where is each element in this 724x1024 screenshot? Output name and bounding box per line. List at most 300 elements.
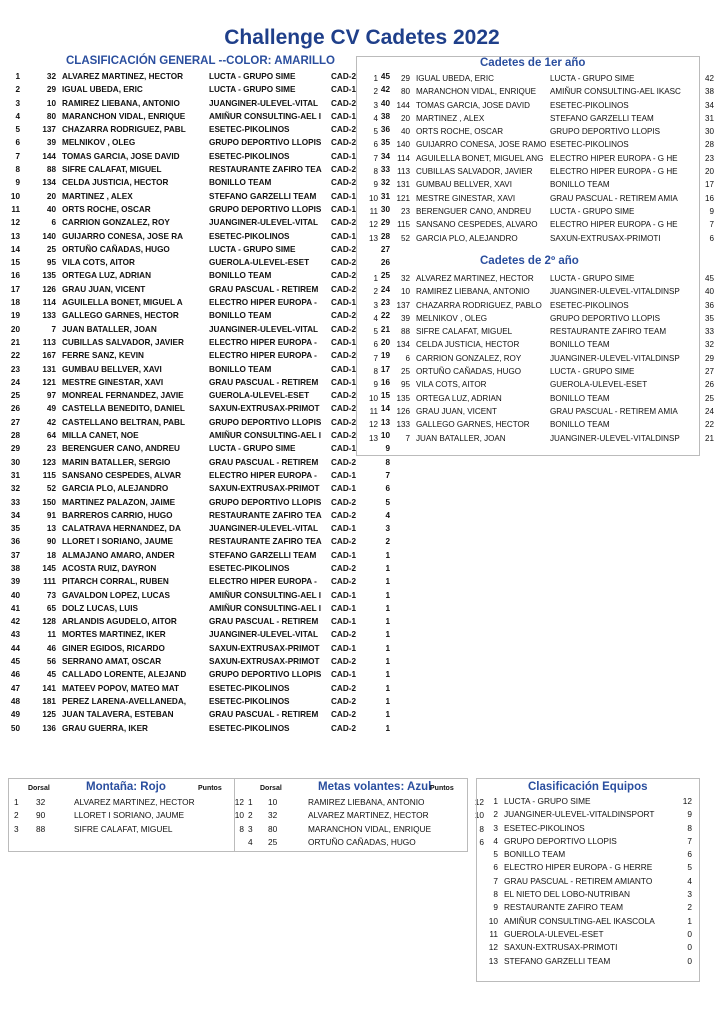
second-year-cell: 134 xyxy=(396,340,410,350)
sprints-cell: RAMIREZ LIEBANA, ANTONIO xyxy=(308,797,425,807)
teams-cell: ELECTRO HIPER EUROPA - G HERRE xyxy=(504,862,653,873)
general-classification-cell: 95 xyxy=(46,258,56,268)
general-classification-cell: AMIÑUR CONSULTING-AEL I xyxy=(209,111,322,121)
first-year-cell: ESETEC-PIKOLINOS xyxy=(550,100,629,110)
general-classification-cell: 11 xyxy=(11,204,20,214)
mountain-cell: 8 xyxy=(239,823,244,834)
general-classification-cell: CAD-1 xyxy=(331,204,357,214)
teams-cell: AMIÑUR CONSULTING-AEL IKASCOLA xyxy=(504,915,655,926)
second-year-cell: ESETEC-PIKOLINOS xyxy=(550,300,629,310)
general-classification-row xyxy=(6,682,390,695)
general-classification-cell: 1 xyxy=(385,670,390,680)
general-classification-row xyxy=(6,136,390,149)
teams-cell: 9 xyxy=(687,809,692,820)
general-classification-cell: GUEROLA-ULEVEL-ESET xyxy=(209,258,310,268)
general-classification-cell: 29 xyxy=(46,85,56,95)
general-classification-cell: ESETEC-PIKOLINOS xyxy=(209,151,290,161)
general-classification-cell: 46 xyxy=(46,643,56,653)
general-classification-cell: SAXUN-EXTRUSAX-PRIMOT xyxy=(209,484,320,494)
general-classification-cell: 2 xyxy=(15,85,20,95)
general-classification-cell: 46 xyxy=(10,670,20,680)
general-classification-cell: CAD-2 xyxy=(331,244,357,254)
general-classification-cell: LLORET I SORIANO, JAUME xyxy=(62,537,173,547)
teams-cell: 5 xyxy=(687,862,692,873)
general-classification-cell: 44 xyxy=(10,643,20,653)
general-classification-row xyxy=(6,323,390,336)
teams-cell: 12 xyxy=(488,942,498,953)
first-year-cell: AGUILELLA BONET, MIGUEL ANG xyxy=(416,153,544,163)
second-year-cell: 33 xyxy=(704,327,714,337)
general-classification-row xyxy=(6,589,390,602)
general-classification-row xyxy=(6,469,390,482)
general-classification-cell: 65 xyxy=(46,603,56,613)
first-year-cell: 121 xyxy=(396,193,410,203)
teams-cell: 12 xyxy=(682,796,692,806)
general-classification-cell: ARLANDIS AGUDELO, AITOR xyxy=(62,617,177,627)
general-classification-cell: CASTELLANO BELTRAN, PABL xyxy=(62,417,185,427)
teams-cell: 11 xyxy=(489,928,498,939)
page-title: Challenge CV Cadetes 2022 xyxy=(224,26,500,49)
first-year-cell: LUCTA - GRUPO SIME xyxy=(550,206,635,216)
general-classification-cell: CAD-2 xyxy=(331,683,357,693)
general-classification-cell: 80 xyxy=(46,111,56,121)
second-year-cell: 29 xyxy=(704,353,714,363)
first-year-cell: SAXUN-EXTRUSAX-PRIMOTI xyxy=(550,233,661,243)
second-year-cell: 6 xyxy=(373,340,378,350)
general-classification-row xyxy=(6,216,390,229)
second-year-cell: 35 xyxy=(704,313,714,323)
first-year-cell: 115 xyxy=(397,220,410,230)
general-classification-row xyxy=(6,668,390,681)
general-classification-cell: 40 xyxy=(380,98,390,108)
mountain-cell: ALVAREZ MARTINEZ, HECTOR xyxy=(74,797,195,807)
general-classification-cell: CAD-2 xyxy=(331,657,357,667)
first-year-cell: BONILLO TEAM xyxy=(550,180,610,190)
mountain-table xyxy=(12,796,244,836)
teams-cell: 5 xyxy=(493,849,498,860)
general-classification-cell: 30 xyxy=(10,457,20,467)
general-classification-cell: 26 xyxy=(10,404,20,414)
general-classification-cell: 1 xyxy=(385,630,390,640)
mountain-row xyxy=(12,823,244,836)
general-classification-cell: JUANGINER-ULEVEL-VITAL xyxy=(209,218,319,228)
mountain-row xyxy=(12,796,244,809)
general-classification-cell: CHAZARRA RODRIGUEZ, PABL xyxy=(62,125,186,135)
general-classification-cell: 123 xyxy=(42,457,56,467)
sprints-cell: 2 xyxy=(248,810,253,821)
general-classification-cell: 39 xyxy=(10,577,20,587)
general-classification-cell: 1 xyxy=(385,603,390,613)
general-classification-cell: CAD-2 xyxy=(331,577,357,587)
general-classification-cell: 137 xyxy=(42,125,56,135)
teams-cell: 1 xyxy=(687,915,692,926)
general-classification-cell: 2 xyxy=(385,537,390,547)
general-classification-cell: 1 xyxy=(385,617,390,627)
first-year-cell: ELECTRO HIPER EUROPA - G HE xyxy=(550,220,678,230)
general-classification-cell: 8 xyxy=(385,457,390,467)
general-classification-cell: 33 xyxy=(380,165,390,175)
general-classification-row xyxy=(6,176,390,189)
general-classification-cell: ESETEC-PIKOLINOS xyxy=(209,683,290,693)
first-year-row xyxy=(360,232,714,245)
general-classification-cell: BONILLO TEAM xyxy=(209,364,272,374)
general-classification-cell: 140 xyxy=(42,231,56,241)
teams-row xyxy=(480,941,692,954)
mountain-cell: LLORET I SORIANO, JAUME xyxy=(74,810,185,821)
general-classification-row xyxy=(6,83,390,96)
first-year-cell: 9 xyxy=(709,206,714,216)
general-classification-cell: 145 xyxy=(42,563,56,573)
general-classification-cell: CAD-1 xyxy=(331,231,357,241)
general-classification-cell: 4 xyxy=(385,510,390,520)
general-classification-cell: AMIÑUR CONSULTING-AEL I xyxy=(209,603,322,613)
first-year-cell: MESTRE GINESTAR, XAVI xyxy=(416,193,516,203)
second-year-cell: JUAN BATALLER, JOAN xyxy=(416,433,506,443)
first-year-cell: 11 xyxy=(369,206,378,216)
general-classification-row xyxy=(6,203,390,216)
general-classification-cell: 15 xyxy=(380,391,390,401)
general-classification-cell: 150 xyxy=(42,497,56,507)
second-year-row xyxy=(360,338,714,351)
general-classification-cell: 49 xyxy=(46,404,56,414)
general-classification-row xyxy=(6,163,390,176)
general-classification-cell: 25 xyxy=(380,271,390,281)
general-classification-cell: 1 xyxy=(15,72,20,81)
second-year-cell: 40 xyxy=(704,287,714,297)
general-classification-cell: 36 xyxy=(380,125,390,135)
general-classification-cell: GRAU PASCUAL - RETIREM xyxy=(209,377,319,387)
second-year-cell: CELDA JUSTICIA, HECTOR xyxy=(416,340,520,350)
second-year-cell: 13 xyxy=(368,433,378,443)
second-year-cell: 135 xyxy=(396,393,410,403)
general-classification-cell: STEFANO GARZELLI TEAM xyxy=(209,550,317,560)
general-classification-cell: CAD-1 xyxy=(331,377,357,387)
general-classification-cell: 29 xyxy=(10,444,20,454)
second-year-cell: 3 xyxy=(373,300,378,310)
second-year-cell: ORTUÑO CAÑADAS, HUGO xyxy=(416,367,522,377)
general-classification-cell: 7 xyxy=(385,470,390,480)
first-year-cell: MARTINEZ , ALEX xyxy=(416,113,485,123)
general-classification-cell: CALATRAVA HERNANDEZ, DA xyxy=(62,524,181,534)
mountain-title: Montaña: Rojo xyxy=(86,781,166,793)
general-classification-cell: PITARCH CORRAL, RUBEN xyxy=(62,577,169,587)
teams-row xyxy=(480,808,692,821)
first-year-cell: 31 xyxy=(704,113,714,123)
general-classification-cell: JUAN BATALLER, JOAN xyxy=(62,324,157,334)
general-classification-cell: ELECTRO HIPER EUROPA - xyxy=(209,298,317,308)
first-year-row xyxy=(360,112,714,125)
general-classification-cell: 42 xyxy=(46,417,56,427)
first-year-cell: CUBILLAS SALVADOR, JAVIER xyxy=(416,167,533,177)
first-year-cell: 23 xyxy=(400,206,410,216)
general-classification-cell: SANSANO CESPEDES, ALVAR xyxy=(62,470,182,480)
general-classification-cell: CAD-2 xyxy=(331,284,357,294)
general-classification-cell: SAXUN-EXTRUSAX-PRIMOT xyxy=(209,657,320,667)
second-year-cell: 24 xyxy=(704,406,714,416)
second-year-row xyxy=(360,285,714,298)
general-classification-cell: 6 xyxy=(51,218,56,228)
general-classification-row xyxy=(6,628,390,641)
general-classification-row xyxy=(6,389,390,402)
general-classification-cell: CAD-2 xyxy=(331,98,357,108)
mountain-cell: 10 xyxy=(234,810,244,821)
general-classification-cell: 128 xyxy=(42,617,56,627)
general-classification-cell: 1 xyxy=(385,696,390,706)
general-classification-cell: CAD-1 xyxy=(331,643,357,653)
second-year-cell: GALLEGO GARNES, HECTOR xyxy=(416,420,530,430)
sprints-dorsal-header: Dorsal xyxy=(260,785,282,792)
general-classification-cell: 36 xyxy=(10,537,20,547)
general-classification-cell: 42 xyxy=(380,85,390,95)
general-classification-cell: 24 xyxy=(10,377,20,387)
first-year-row xyxy=(360,138,714,151)
first-year-cell: 8 xyxy=(373,167,378,177)
general-classification-row xyxy=(6,535,390,548)
teams-cell: 9 xyxy=(493,902,498,913)
second-year-row xyxy=(360,378,714,391)
general-classification-row xyxy=(6,482,390,495)
mountain-cell: 12 xyxy=(234,797,244,807)
general-classification-cell: CAD-1 xyxy=(331,337,357,347)
first-year-cell: ELECTRO HIPER EUROPA - G HE xyxy=(550,167,678,177)
general-classification-cell: 6 xyxy=(15,138,20,148)
general-classification-cell: CAD-1 xyxy=(331,364,357,374)
second-year-cell: 25 xyxy=(400,367,410,377)
general-classification-table xyxy=(6,70,390,735)
mountain-cell: 2 xyxy=(14,810,19,821)
general-classification-cell: ELECTRO HIPER EUROPA - xyxy=(209,577,317,587)
general-classification-cell: 19 xyxy=(380,351,390,361)
teams-cell: GUEROLA-ULEVEL-ESET xyxy=(504,928,604,939)
general-classification-cell: CAD-1 xyxy=(331,550,357,560)
general-classification-cell: 27 xyxy=(10,417,20,427)
first-year-table xyxy=(360,72,714,245)
second-year-cell: JUANGINER-ULEVEL-VITALDINSP xyxy=(550,433,680,443)
general-classification-cell: 30 xyxy=(380,204,390,214)
general-classification-row xyxy=(6,642,390,655)
general-classification-cell: CAD-2 xyxy=(331,391,357,401)
general-classification-row xyxy=(6,562,390,575)
general-classification-cell: 45 xyxy=(10,657,20,667)
first-year-cell: 1 xyxy=(373,74,378,83)
teams-cell: GRUPO DEPORTIVO LLOPIS xyxy=(504,835,617,846)
general-classification-cell: 115 xyxy=(42,470,56,480)
general-classification-cell: GRUPO DEPORTIVO LLOPIS xyxy=(209,204,322,214)
first-year-row xyxy=(360,205,714,218)
general-classification-cell: CAD-1 xyxy=(331,590,357,600)
general-classification-cell: MESTRE GINESTAR, XAVI xyxy=(62,377,164,387)
general-classification-cell: LUCTA - GRUPO SIME xyxy=(209,244,296,254)
first-year-cell: 131 xyxy=(396,180,410,190)
teams-cell: SAXUN-EXTRUSAX-PRIMOTI xyxy=(504,942,618,953)
general-classification-cell: 17 xyxy=(380,364,390,374)
first-year-row xyxy=(360,165,714,178)
general-classification-cell: ORTS ROCHE, OSCAR xyxy=(62,204,151,214)
general-classification-cell: GAVALDON LOPEZ, LUCAS xyxy=(62,590,170,600)
second-year-cell: ORTEGA LUZ, ADRIAN xyxy=(416,393,502,403)
second-year-cell: LUCTA - GRUPO SIME xyxy=(550,367,635,377)
first-year-cell: GRUPO DEPORTIVO LLOPIS xyxy=(550,127,661,137)
sprints-cell: 10 xyxy=(474,810,484,821)
general-classification-cell: CAD-1 xyxy=(331,111,357,121)
general-classification-cell: IGUAL UBEDA, ERIC xyxy=(62,85,143,95)
teams-row xyxy=(480,795,692,808)
general-classification-cell: 16 xyxy=(380,377,390,387)
general-classification-cell: GRAU PASCUAL - RETIREM xyxy=(209,710,319,720)
general-classification-cell: 38 xyxy=(380,111,390,121)
second-year-cell: 32 xyxy=(400,274,410,283)
general-classification-cell: 97 xyxy=(46,391,56,401)
general-classification-cell: ESETEC-PIKOLINOS xyxy=(209,125,290,135)
general-classification-cell: 134 xyxy=(42,178,56,188)
general-classification-cell: 45 xyxy=(46,670,56,680)
sprints-points-header: Puntos xyxy=(430,785,454,792)
general-classification-cell: JUANGINER-ULEVEL-VITAL xyxy=(209,324,319,334)
second-year-cell: GRAU JUAN, VICENT xyxy=(416,406,497,416)
general-classification-cell: CELDA JUSTICIA, HECTOR xyxy=(62,178,169,188)
general-classification-cell: CAD-2 xyxy=(331,218,357,228)
sprints-row xyxy=(246,809,484,822)
general-classification-row xyxy=(6,549,390,562)
general-classification-cell: 40 xyxy=(10,590,20,600)
general-classification-cell: 7 xyxy=(15,151,20,161)
second-year-row xyxy=(360,365,714,378)
first-year-cell: 29 xyxy=(400,74,410,83)
general-classification-cell: CAD-2 xyxy=(331,271,357,281)
general-classification-cell: 25 xyxy=(46,244,56,254)
teams-cell: 2 xyxy=(493,809,498,820)
general-classification-cell: 135 xyxy=(42,271,56,281)
teams-cell: 3 xyxy=(493,822,498,833)
general-classification-cell: BONILLO TEAM xyxy=(209,271,272,281)
general-classification-row xyxy=(6,230,390,243)
general-classification-cell: 31 xyxy=(10,470,20,480)
teams-cell: 8 xyxy=(493,889,498,900)
second-year-cell: 1 xyxy=(373,274,378,283)
general-classification-cell: 26 xyxy=(380,258,390,268)
general-classification-cell: 131 xyxy=(42,364,56,374)
mountain-cell: 88 xyxy=(36,823,46,834)
general-classification-cell: ESETEC-PIKOLINOS xyxy=(209,696,290,706)
second-year-cell: RESTAURANTE ZAFIRO TEAM xyxy=(550,327,667,337)
teams-cell: 0 xyxy=(687,942,692,953)
general-classification-cell: 14 xyxy=(380,404,390,414)
second-year-table xyxy=(360,272,714,445)
general-classification-cell: 1 xyxy=(385,657,390,667)
first-year-cell: 12 xyxy=(368,220,378,230)
second-year-cell: 95 xyxy=(400,380,410,390)
general-classification-cell: CAD-2 xyxy=(331,510,357,520)
second-year-cell: JUANGINER-ULEVEL-VITALDINSP xyxy=(550,287,680,297)
first-year-cell: 28 xyxy=(704,140,714,150)
teams-row xyxy=(480,822,692,835)
general-classification-cell: 32 xyxy=(380,178,390,188)
general-classification-cell: MILLA CANET, NOE xyxy=(62,431,139,441)
general-classification-row xyxy=(6,615,390,628)
first-year-row xyxy=(360,178,714,191)
general-classification-cell: 28 xyxy=(380,231,390,241)
general-classification-cell: AMIÑUR CONSULTING-AEL I xyxy=(209,590,322,600)
general-classification-cell: CAD-1 xyxy=(331,470,357,480)
general-classification-cell: GUIJARRO CONESA, JOSE RA xyxy=(62,231,184,241)
general-classification-cell: BARREROS CARRIO, HUGO xyxy=(62,510,173,520)
general-classification-cell: 23 xyxy=(46,444,56,454)
general-classification-cell: 43 xyxy=(10,630,20,640)
teams-row xyxy=(480,901,692,914)
general-classification-cell: LUCTA - GRUPO SIME xyxy=(209,85,296,95)
general-classification-cell: 125 xyxy=(42,710,56,720)
second-year-cell: 8 xyxy=(373,367,378,377)
first-year-cell: 4 xyxy=(373,113,378,123)
general-classification-cell: CAD-2 xyxy=(331,178,357,188)
first-year-cell: 20 xyxy=(704,167,714,177)
first-year-cell: 23 xyxy=(704,153,714,163)
sprints-cell: 3 xyxy=(248,823,253,834)
general-classification-cell: GRUPO DEPORTIVO LLOPIS xyxy=(209,417,322,427)
general-classification-cell: MELNIKOV , OLEG xyxy=(62,138,136,148)
general-classification-cell: 32 xyxy=(10,484,20,494)
general-classification-cell: 28 xyxy=(10,431,20,441)
teams-cell: ESETEC-PIKOLINOS xyxy=(504,822,585,833)
first-year-cell: 13 xyxy=(368,233,378,243)
teams-row xyxy=(480,861,692,874)
teams-row xyxy=(480,955,692,968)
first-year-row xyxy=(360,125,714,138)
general-classification-cell: GARCIA PLO, ALEJANDRO xyxy=(62,484,169,494)
general-classification-cell: CAD-2 xyxy=(331,563,357,573)
general-classification-cell: 25 xyxy=(10,391,20,401)
general-classification-cell: ORTUÑO CAÑADAS, HUGO xyxy=(62,244,170,254)
general-classification-cell: ESETEC-PIKOLINOS xyxy=(209,723,290,733)
first-year-cell: 5 xyxy=(373,127,378,137)
second-year-cell: 27 xyxy=(704,367,714,377)
second-year-cell: 12 xyxy=(368,420,378,430)
general-classification-cell: CAD-2 xyxy=(331,417,357,427)
second-year-cell: 7 xyxy=(405,433,410,443)
second-year-cell: CARRION GONZALEZ, ROY xyxy=(416,353,522,363)
general-classification-cell: 3 xyxy=(15,98,20,108)
first-year-row xyxy=(360,72,714,85)
first-year-row xyxy=(360,192,714,205)
general-classification-row xyxy=(6,496,390,509)
sprints-cell: 6 xyxy=(479,836,484,847)
general-classification-cell: CARRION GONZALEZ, ROY xyxy=(62,218,170,228)
general-classification-cell: RESTAURANTE ZAFIRO TEA xyxy=(209,165,322,175)
general-classification-cell: 33 xyxy=(10,497,20,507)
second-year-cell: 36 xyxy=(704,300,714,310)
sprints-cell: 10 xyxy=(268,797,278,807)
second-year-cell: 6 xyxy=(405,353,410,363)
general-classification-cell: GRAU JUAN, VICENT xyxy=(62,284,146,294)
general-classification-cell: STEFANO GARZELLI TEAM xyxy=(209,191,317,201)
general-classification-cell: CAD-2 xyxy=(331,324,357,334)
sprints-cell: ALVAREZ MARTINEZ, HECTOR xyxy=(308,810,429,821)
second-year-row xyxy=(360,272,714,285)
general-classification-cell: 6 xyxy=(385,484,390,494)
teams-cell: STEFANO GARZELLI TEAM xyxy=(504,955,611,966)
general-classification-row xyxy=(6,456,390,469)
second-year-cell: 9 xyxy=(373,380,378,390)
general-classification-cell: CAD-2 xyxy=(331,165,357,175)
second-year-row xyxy=(360,312,714,325)
second-year-cell: 25 xyxy=(704,393,714,403)
general-classification-cell: 144 xyxy=(42,151,56,161)
general-classification-cell: GUEROLA-ULEVEL-ESET xyxy=(209,391,310,401)
second-year-cell: 5 xyxy=(373,327,378,337)
second-year-cell: 137 xyxy=(396,300,410,310)
general-classification-cell: 1 xyxy=(385,590,390,600)
second-year-cell: 21 xyxy=(704,433,714,443)
